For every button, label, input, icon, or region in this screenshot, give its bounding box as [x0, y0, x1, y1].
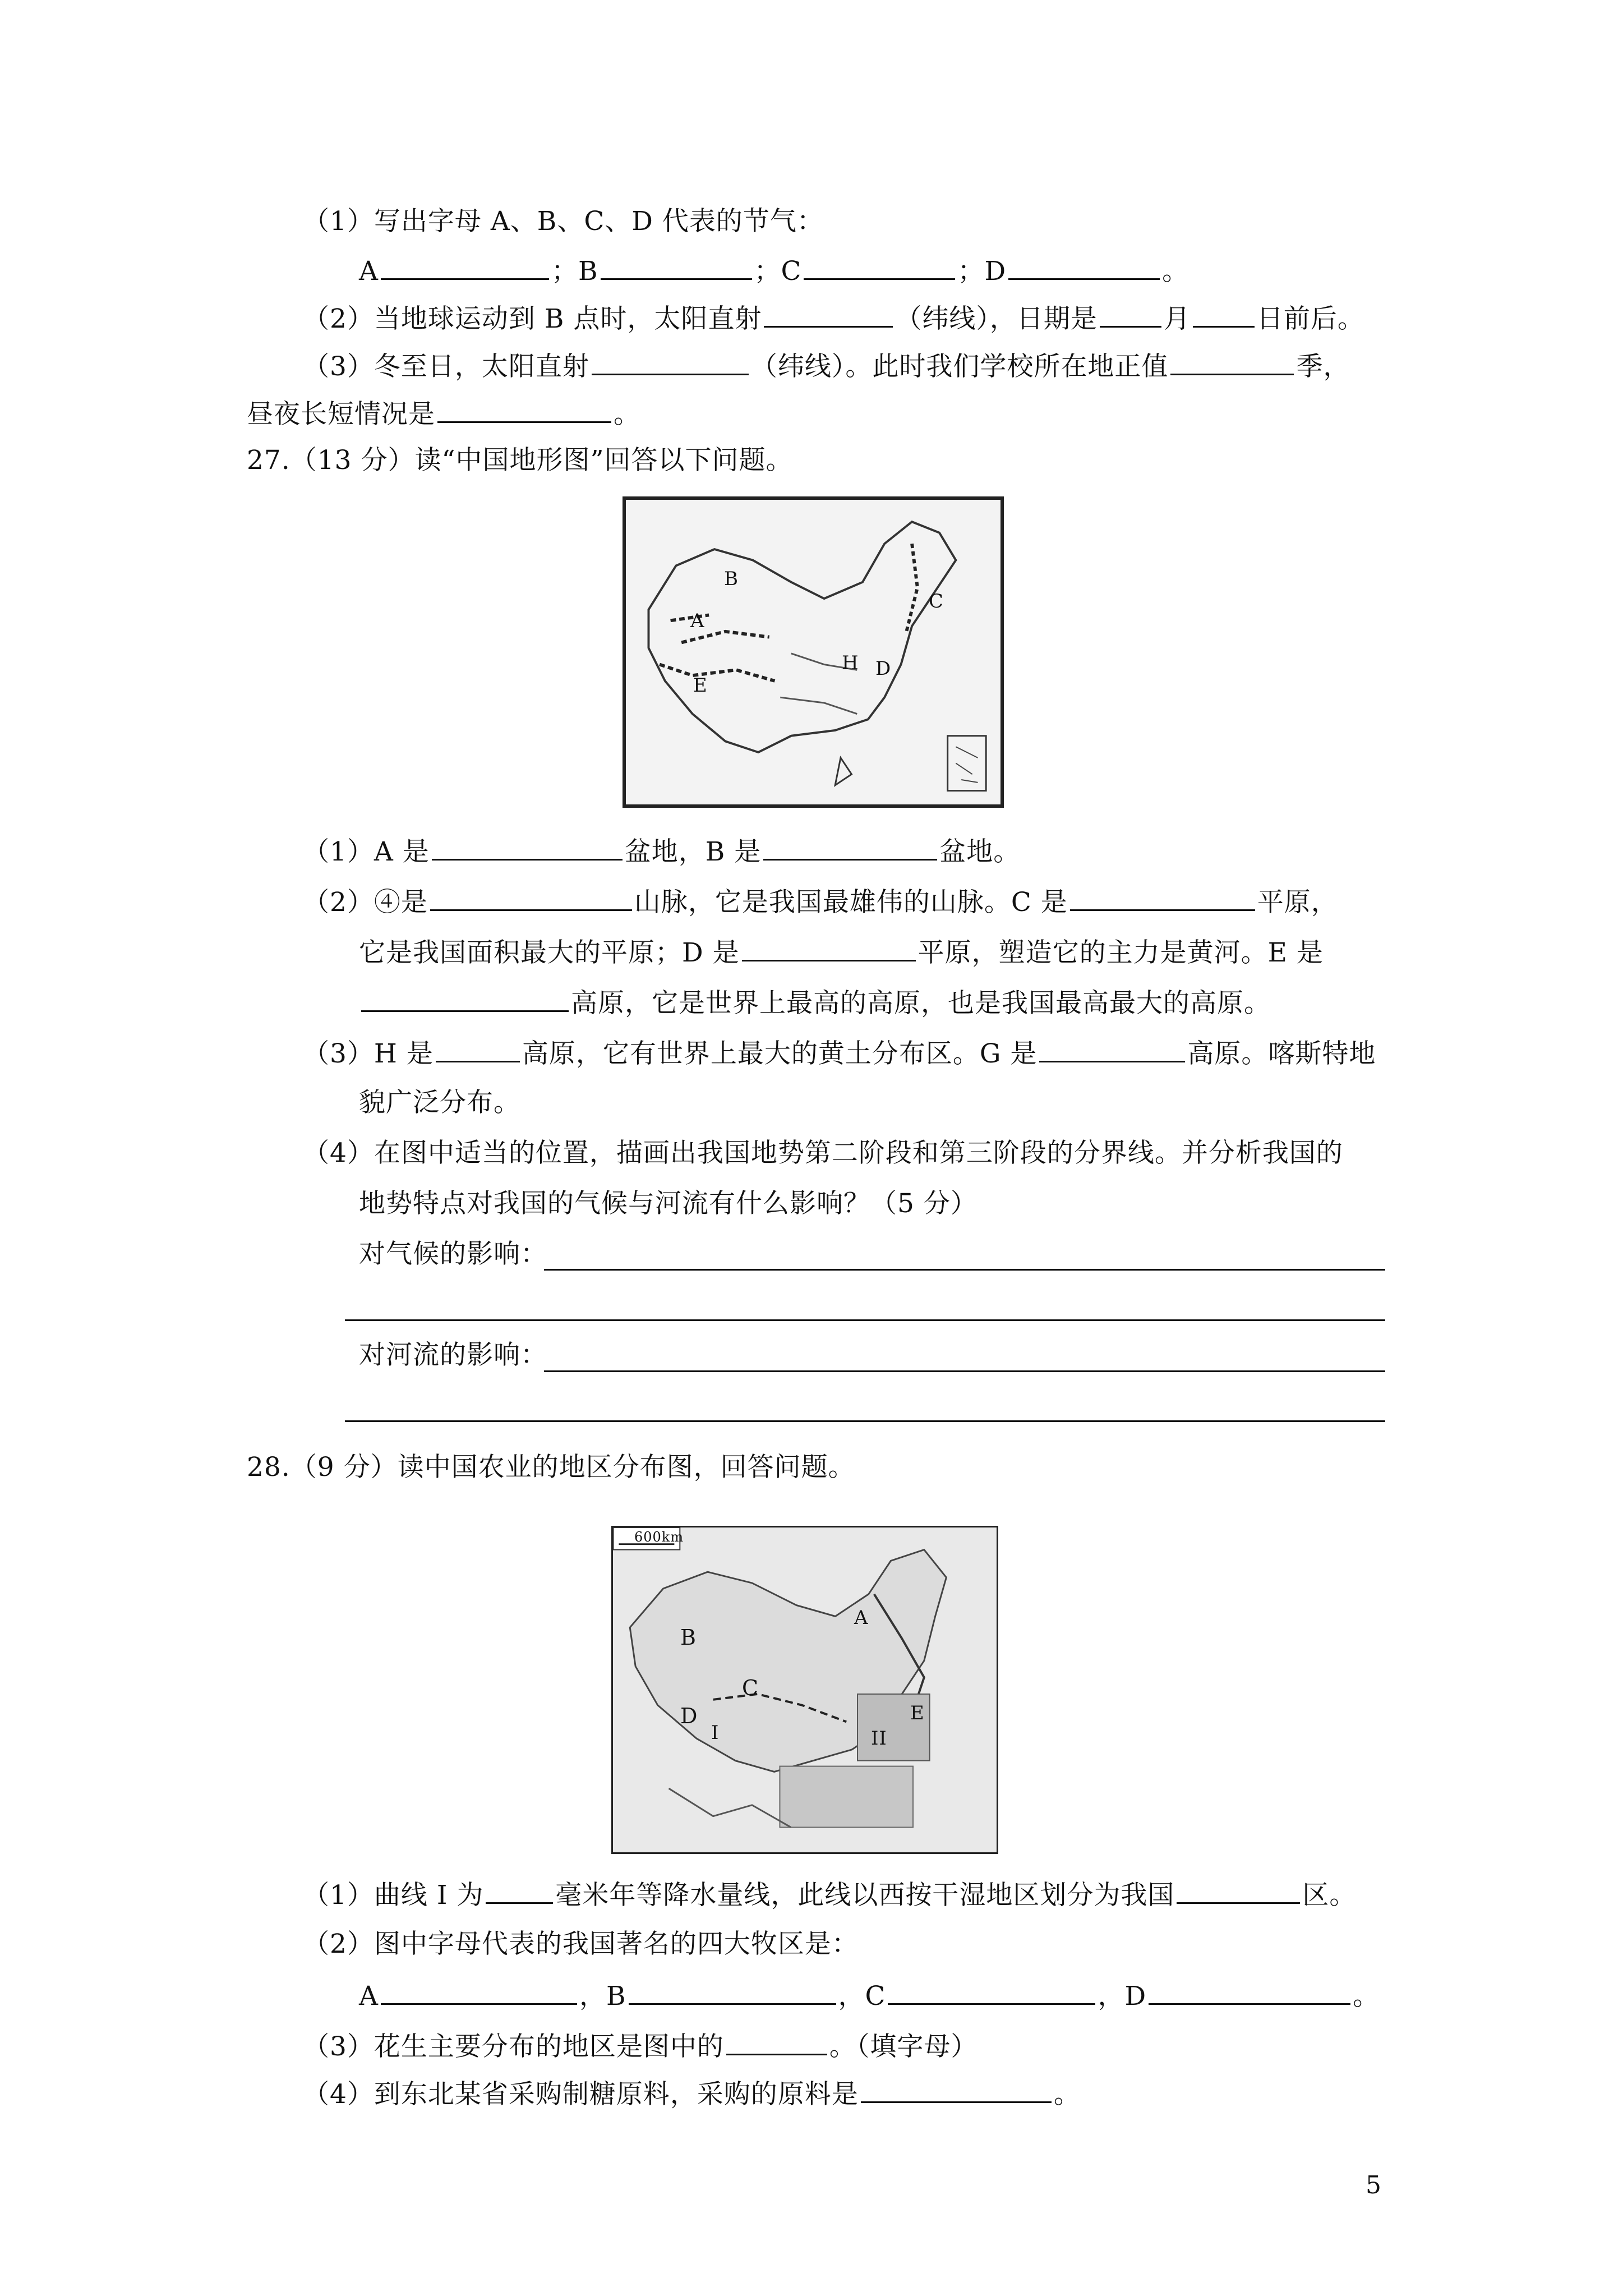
q26-part3-cont: 昼夜长短情况是 。 [247, 395, 640, 432]
answer-blank[interactable] [742, 934, 916, 961]
china-topographic-map [623, 496, 1004, 808]
q28-title: 28.（9 分）读中国农业的地区分布图，回答问题。 [247, 1452, 855, 1483]
map-label-d: D [875, 657, 892, 680]
china-agriculture-map [611, 1526, 998, 1854]
map-label-a: A [690, 610, 705, 632]
map-label-ii: II [871, 1727, 887, 1750]
river-impact-label: 对河流的影响： [359, 1340, 547, 1370]
q26-part1: （1）写出字母 A、B、C、D 代表的节气： [303, 206, 824, 237]
answer-blank[interactable] [763, 833, 937, 861]
answer-blank[interactable] [486, 1876, 553, 1904]
answer-blank-b[interactable] [629, 1977, 836, 2005]
china-outline-sketch [626, 500, 1000, 804]
map-scale-label: 600km [634, 1529, 684, 1545]
map-label-e: E [693, 674, 708, 697]
answer-blank[interactable] [1193, 300, 1255, 328]
map-label-c: C [929, 590, 944, 613]
map-label-i: I [711, 1722, 720, 1744]
q28-part2: （2）图中字母代表的我国著名的四大牧区是： [303, 1929, 859, 1959]
q27-part4: （4）在图中适当的位置，描画出我国地势第二阶段和第三阶段的分界线。并分析我国的 [303, 1138, 1343, 1168]
q27-title: 27.（13 分）读“中国地形图”回答以下问题。 [247, 445, 793, 476]
climate-impact-label: 对气候的影响： [359, 1239, 547, 1269]
answer-blank-c[interactable] [804, 252, 955, 280]
answer-blank-d[interactable] [1008, 252, 1160, 280]
answer-blank-d[interactable] [1149, 1977, 1350, 2005]
page-number: 5 [1366, 2171, 1381, 2200]
q27-part3: （3）H 是 高原，它有世界上最大的黄土分布区。G 是 高原。喀斯特地 [303, 1035, 1376, 1071]
agriculture-map-sketch [613, 1527, 997, 1852]
answer-blank[interactable] [1177, 1876, 1300, 1904]
q28-part3: （3）花生主要分布的地区是图中的 。（填字母） [303, 2028, 978, 2064]
climate-answer-line-2[interactable] [345, 1319, 1385, 1321]
q28-part4: （4）到东北某省采购制糖原料，采购的原料是 。 [303, 2076, 1081, 2112]
map-label-d: D [680, 1704, 698, 1728]
q27-part2: （2）④是 山脉，它是我国最雄伟的山脉。C 是 平原， [303, 884, 1338, 920]
map-label-b: B [680, 1625, 697, 1650]
map-label-h: H [842, 652, 859, 674]
map-label-b: B [724, 568, 739, 590]
map-label-a: A [854, 1607, 869, 1629]
map-label-e: E [910, 1702, 925, 1724]
answer-blank[interactable] [436, 1035, 520, 1062]
answer-blank[interactable] [432, 833, 623, 861]
answer-blank[interactable] [726, 2028, 827, 2055]
answer-blank[interactable] [861, 2076, 1052, 2103]
answer-blank[interactable] [430, 884, 632, 911]
q26-answer-row: A ；B ；C ；D 。 [359, 252, 1189, 289]
river-answer-line-2[interactable] [345, 1420, 1385, 1422]
q26-part2: （2）当地球运动到 B 点时，太阳直射 （纬线），日期是 月 日前后。 [303, 300, 1364, 337]
climate-answer-line[interactable] [544, 1269, 1385, 1271]
answer-blank[interactable] [1170, 348, 1294, 375]
answer-blank[interactable] [1100, 300, 1161, 328]
answer-blank-a[interactable] [381, 252, 549, 280]
answer-blank-c[interactable] [888, 1977, 1095, 2005]
q27-part4-line2: 地势特点对我国的气候与河流有什么影响？（5 分） [359, 1188, 978, 1219]
q26-part3: （3）冬至日，太阳直射 （纬线）。此时我们学校所在地正值 季， [303, 348, 1350, 384]
answer-blank[interactable] [1039, 1035, 1185, 1062]
q28-pastoral-row: A ，B ，C ，D 。 [359, 1977, 1380, 2014]
q27-part2-line3: 高原，它是世界上最高的高原，也是我国最高最大的高原。 [359, 984, 1271, 1021]
answer-blank[interactable] [361, 984, 569, 1012]
river-answer-line[interactable] [544, 1370, 1385, 1372]
q27-part3-line2: 貌广泛分布。 [359, 1087, 520, 1118]
answer-blank[interactable] [764, 300, 893, 328]
answer-blank-b[interactable] [601, 252, 752, 280]
answer-blank[interactable] [1070, 884, 1255, 911]
answer-blank[interactable] [437, 395, 611, 423]
answer-blank-a[interactable] [381, 1977, 577, 2005]
q27-part1: （1）A 是 盆地，B 是 盆地。 [303, 833, 1020, 869]
q27-part2-line2: 它是我国面积最大的平原；D 是 平原，塑造它的主力是黄河。E 是 [359, 934, 1324, 970]
q28-part1: （1）曲线 I 为 毫米年等降水量线，此线以西按干湿地区划分为我国 区。 [303, 1876, 1356, 1913]
answer-blank[interactable] [592, 348, 749, 375]
map-label-c: C [742, 1676, 759, 1700]
